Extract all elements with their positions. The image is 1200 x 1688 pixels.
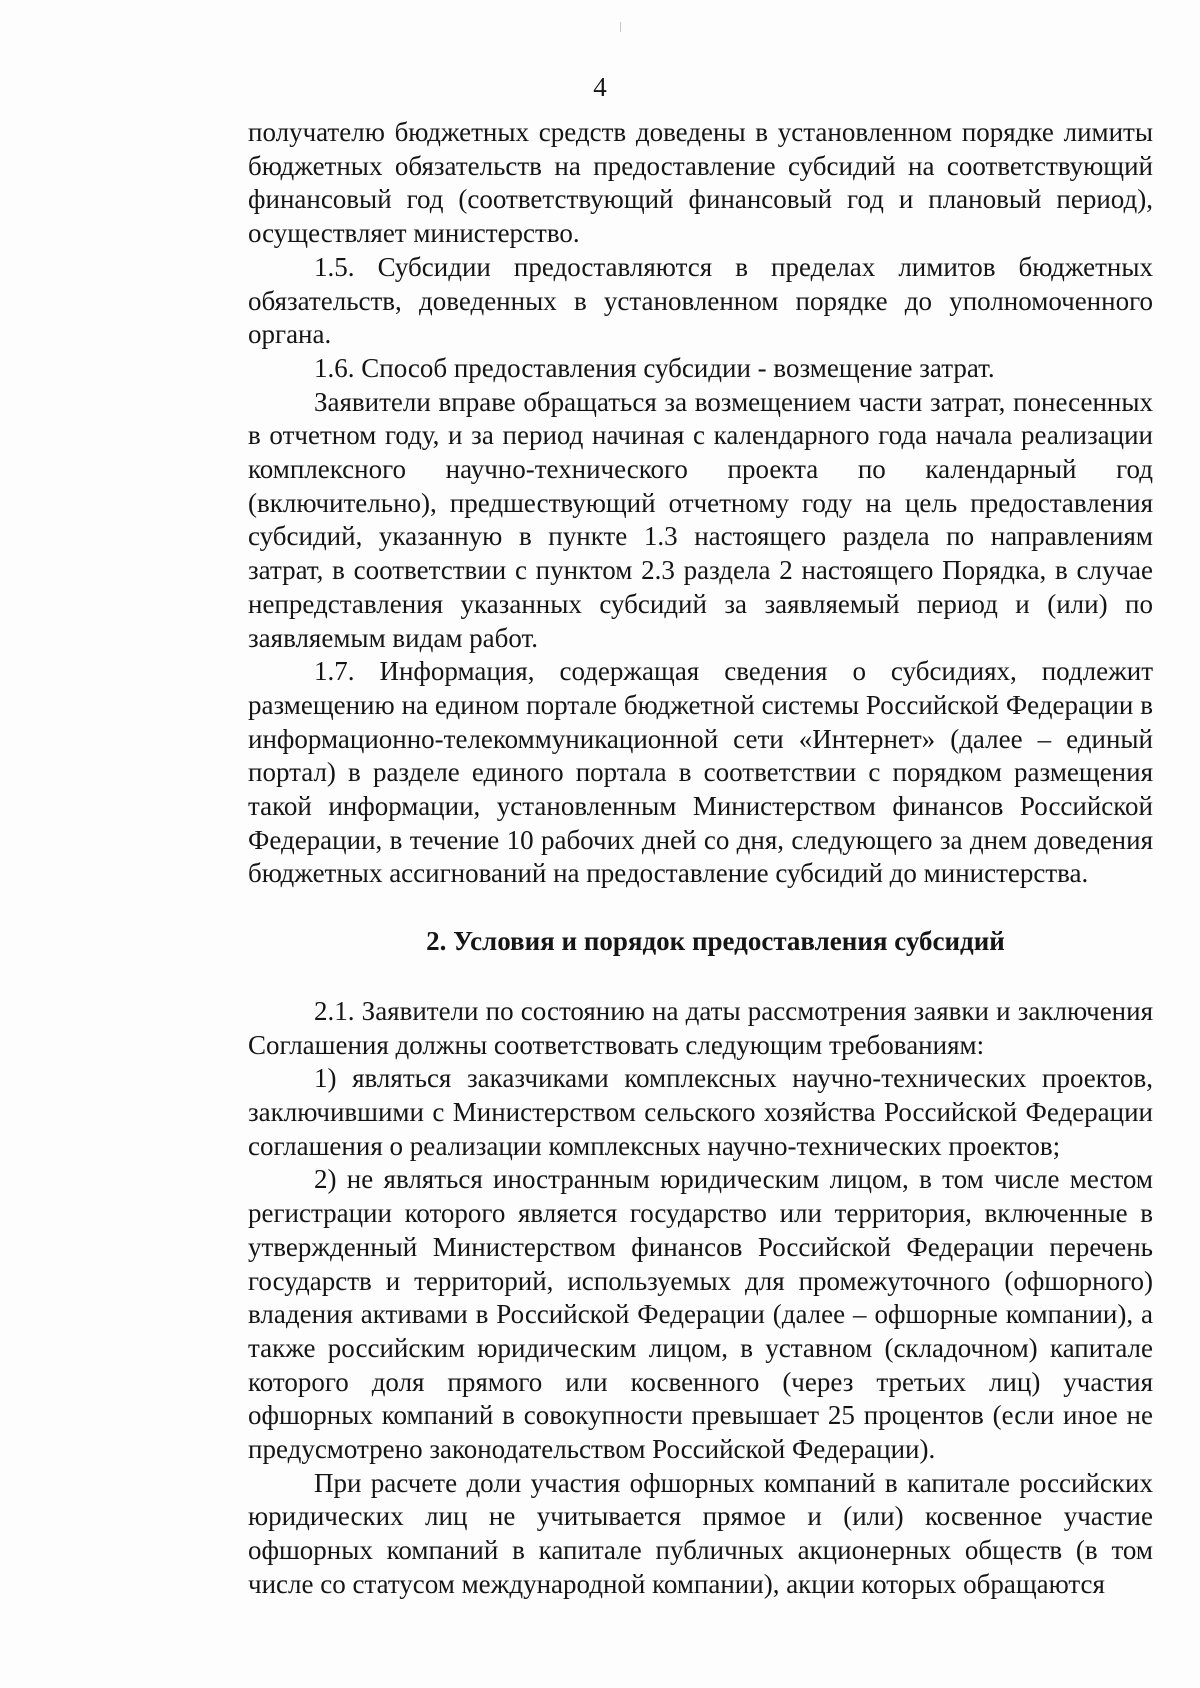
paragraph: При расчете доли участия офшорных компаний в капитале российских юридических лиц не учитывается прямое и (или) косвенное участие офшорных компаний в капитале публичных акционерных обществ (в том числе со статусом международной компании), акции которых обращаются — [248, 1467, 1153, 1599]
section-1-paragraphs — [248, 116, 1153, 891]
section-2-heading: 2. Условия и порядок предоставления субсидий — [426, 926, 1005, 957]
paragraph: 1.6. Способ предоставления субсидии - возмещение затрат. — [314, 352, 995, 383]
paragraph: 1) являться заказчиками комплексных научно-технических проектов, заключившими с Министерством сельского хозяйства Российской Федерации соглашения о реализации комплексных научно-технических проектов; — [248, 1063, 1153, 1161]
paragraph: 1.7. Информация, содержащая сведения о субсидиях, подлежит размещению на едином портале бюджетной системы Российской Федерации в информационно-телекоммуникационной сети «Интернет» (далее – единый портал) в разделе единого портала в соответствии с порядком размещения такой информации, установленным Министерством финансов Российской Федерации, в течение 10 рабочих дней со дня, следующего за днем доведения бюджетных ассигнований на предоставление субсидий до министерства. — [248, 656, 1153, 889]
page-number: 4 — [593, 72, 607, 102]
paragraph: 2.1. Заявители по состоянию на даты рассмотрения заявки и заключения Соглашения должны соответствовать следующим требованиям: — [248, 995, 1153, 1060]
paragraph: 2) не являться иностранным юридическим лицом, в том числе местом регистрации которого является государство или территория, включенные в утвержденный Министерством финансов Российской Федерации перечень государств и территорий, используемых для промежуточного (офшорного) владения активами в Российской Федерации (далее – офшорные компании), а также российским юридическим лицом, в уставном (складочном) капитале которого доля прямого или косвенного (через третьих лиц) участия офшорных компаний в совокупности превышает 25 процентов (если иное не предусмотрено законодательством Российской Федерации). — [248, 1164, 1153, 1465]
section-2-paragraphs — [248, 995, 1153, 1602]
scan-artifact-top — [620, 22, 621, 32]
paragraph: Заявители вправе обращаться за возмещением части затрат, понесенных в отчетном году, и за период начиная с календарного года начала реализации комплексного научно-технического проекта по календарный год (включительно), предшествующий отчетному году на цель предоставления субсидий, указанную в пункте 1.3 настоящего раздела по направлениям затрат, в соответствии с пунктом 2.3 раздела 2 настоящего Порядка, в случае непредставления указанных субсидий за заявляемый период и (или) по заявляемым видам работ. — [248, 386, 1153, 653]
paragraph: получателю бюджетных средств доведены в установленном порядке лимиты бюджетных обязательств на предоставление субсидий на соответствующий финансовый год (соответствующий финансовый год и плановый период), осуществляет министерство. — [248, 117, 1153, 249]
document-body — [248, 116, 1153, 1602]
paragraph: 1.5. Субсидии предоставляются в пределах лимитов бюджетных обязательств, доведенных в установленном порядке до уполномоченного органа. — [248, 251, 1153, 350]
